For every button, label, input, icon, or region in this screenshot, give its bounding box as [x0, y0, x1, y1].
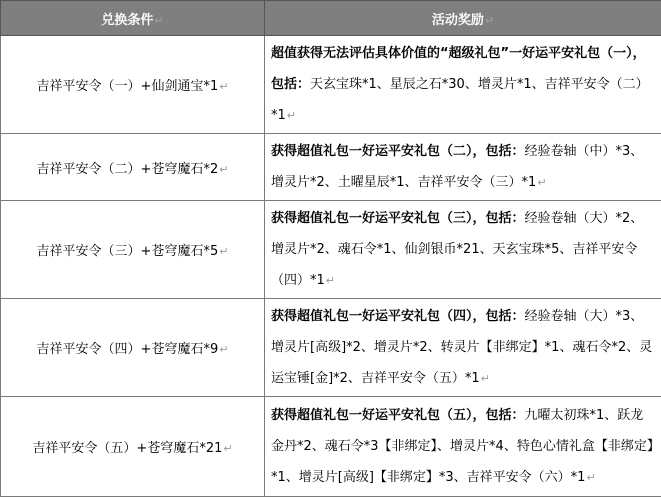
- header-row: [1, 1, 661, 36]
- paragraph-mark-icon: ↵: [326, 274, 335, 287]
- condition-cell: 吉祥平安令（三）+苍穹魔石*5↵: [1, 201, 265, 299]
- reward-items-text: 经验卷轴（中）*3、增灵片*2、土曜星辰*1、吉祥平安令（三）*1: [271, 144, 643, 190]
- table-row: [1, 397, 661, 497]
- header-condition: 兑换条件↵: [1, 1, 265, 36]
- reward-items-text: 经验卷轴（大）*2、增灵片*2、魂石令*1、仙剑银币*21、天玄宝珠*5、吉祥平安令（四）*1: [271, 211, 643, 288]
- table-row: [1, 201, 661, 299]
- reward-bold-text: 超值获得无法评估具体价值的“超级礼包”一好运平安礼包（一），包括：: [271, 46, 646, 92]
- reward-items-text: 九曜太初珠*1、跃龙金丹*2、魂石令*3【非绑定】、增灵片*4、特色心情礼盒【非绑定】*1、增灵片[高级]【非绑定】*3、吉祥平安令（六）*1: [271, 408, 653, 485]
- paragraph-mark-icon: ↵: [219, 163, 228, 176]
- reward-cell: [265, 299, 661, 397]
- table-row: [1, 36, 661, 134]
- paragraph-mark-icon: ↵: [219, 80, 228, 93]
- condition-cell: 吉祥平安令（一）+仙剑通宝*1↵: [1, 36, 265, 134]
- reward-cell: [265, 134, 661, 201]
- reward-cell: [265, 36, 661, 134]
- reward-bold-text: 获得超值礼包一好运平安礼包（二），包括：: [271, 144, 525, 159]
- header-reward: 活动奖励↵: [265, 1, 661, 36]
- reward-items-text: 天玄宝珠*1、星辰之石*30、增灵片*1、吉祥平安令（二）*1: [271, 77, 649, 123]
- paragraph-mark-icon: ↵: [287, 109, 296, 122]
- paragraph-mark-icon: ↵: [586, 471, 595, 484]
- paragraph-mark-icon: ↵: [481, 372, 490, 385]
- paragraph-mark-icon: ↵: [219, 245, 228, 258]
- reward-items-text: 经验卷轴（大）*3、增灵片[高级]*2、增灵片*2、转灵片【非绑定】*1、魂石令*2、灵运宝锤[金]*2、吉祥平安令（五）*1: [271, 309, 652, 386]
- reward-bold-text: 获得超值礼包一好运平安礼包（四），包括：: [271, 309, 525, 324]
- condition-cell: 吉祥平安令（四）+苍穹魔石*9↵: [1, 299, 265, 397]
- condition-cell: 吉祥平安令（二）+苍穹魔石*2↵: [1, 134, 265, 201]
- paragraph-mark-icon: ↵: [154, 14, 163, 27]
- paragraph-mark-icon: ↵: [223, 442, 232, 455]
- reward-cell: [265, 397, 661, 497]
- reward-cell: [265, 201, 661, 299]
- paragraph-mark-icon: ↵: [219, 343, 228, 356]
- reward-bold-text: 获得超值礼包一好运平安礼包（三），包括：: [271, 211, 525, 226]
- condition-cell: 吉祥平安令（五）+苍穹魔石*21↵: [1, 397, 265, 497]
- paragraph-mark-icon: ↵: [537, 176, 546, 189]
- reward-bold-text: 获得超值礼包一好运平安礼包（五），包括：: [271, 408, 525, 423]
- table-row: [1, 134, 661, 201]
- table-row: [1, 299, 661, 397]
- paragraph-mark-icon: ↵: [485, 14, 494, 27]
